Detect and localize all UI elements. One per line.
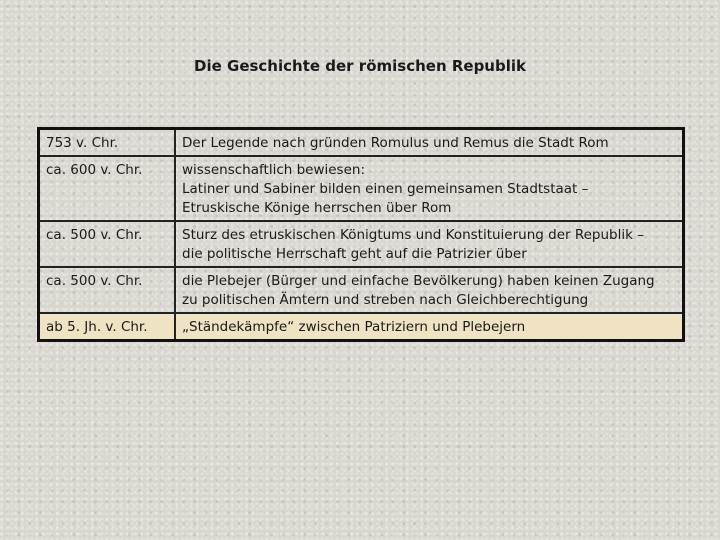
event-cell: [175, 221, 684, 267]
event-cell: [175, 313, 684, 341]
date-cell: ca. 500 v. Chr.: [39, 267, 176, 313]
date-cell: ab 5. Jh. v. Chr.: [39, 313, 176, 341]
event-line: die Plebejer (Bürger und einfache Bevölkerung) haben keinen Zugang: [182, 273, 655, 289]
table-row-highlighted: [39, 313, 684, 341]
event-line: wissenschaftlich bewiesen:: [182, 162, 366, 178]
page-title: Die Geschichte der römischen Republik: [194, 57, 526, 75]
table-row: [39, 221, 684, 267]
event-line: Latiner und Sabiner bilden einen gemeinsamen Stadtstaat –: [182, 181, 589, 197]
event-cell: [175, 156, 684, 221]
event-line: zu politischen Ämtern und streben nach Gleichberechtigung: [182, 292, 589, 308]
event-line: „Ständekämpfe“ zwischen Patriziern und Plebejern: [182, 319, 526, 335]
date-cell: 753 v. Chr.: [39, 129, 176, 157]
table-row: [39, 129, 684, 157]
date-cell: ca. 600 v. Chr.: [39, 156, 176, 221]
event-cell: [175, 267, 684, 313]
event-line: Sturz des etruskischen Königtums und Konstituierung der Republik –: [182, 227, 644, 243]
table-row: [39, 156, 684, 221]
date-cell: ca. 500 v. Chr.: [39, 221, 176, 267]
event-line: die politische Herrschaft geht auf die Patrizier über: [182, 246, 527, 262]
timeline-table: [37, 127, 685, 342]
event-line: Etruskische Könige herrschen über Rom: [182, 200, 452, 216]
event-line: Der Legende nach gründen Romulus und Remus die Stadt Rom: [182, 135, 609, 151]
table-row: [39, 267, 684, 313]
event-cell: [175, 129, 684, 157]
